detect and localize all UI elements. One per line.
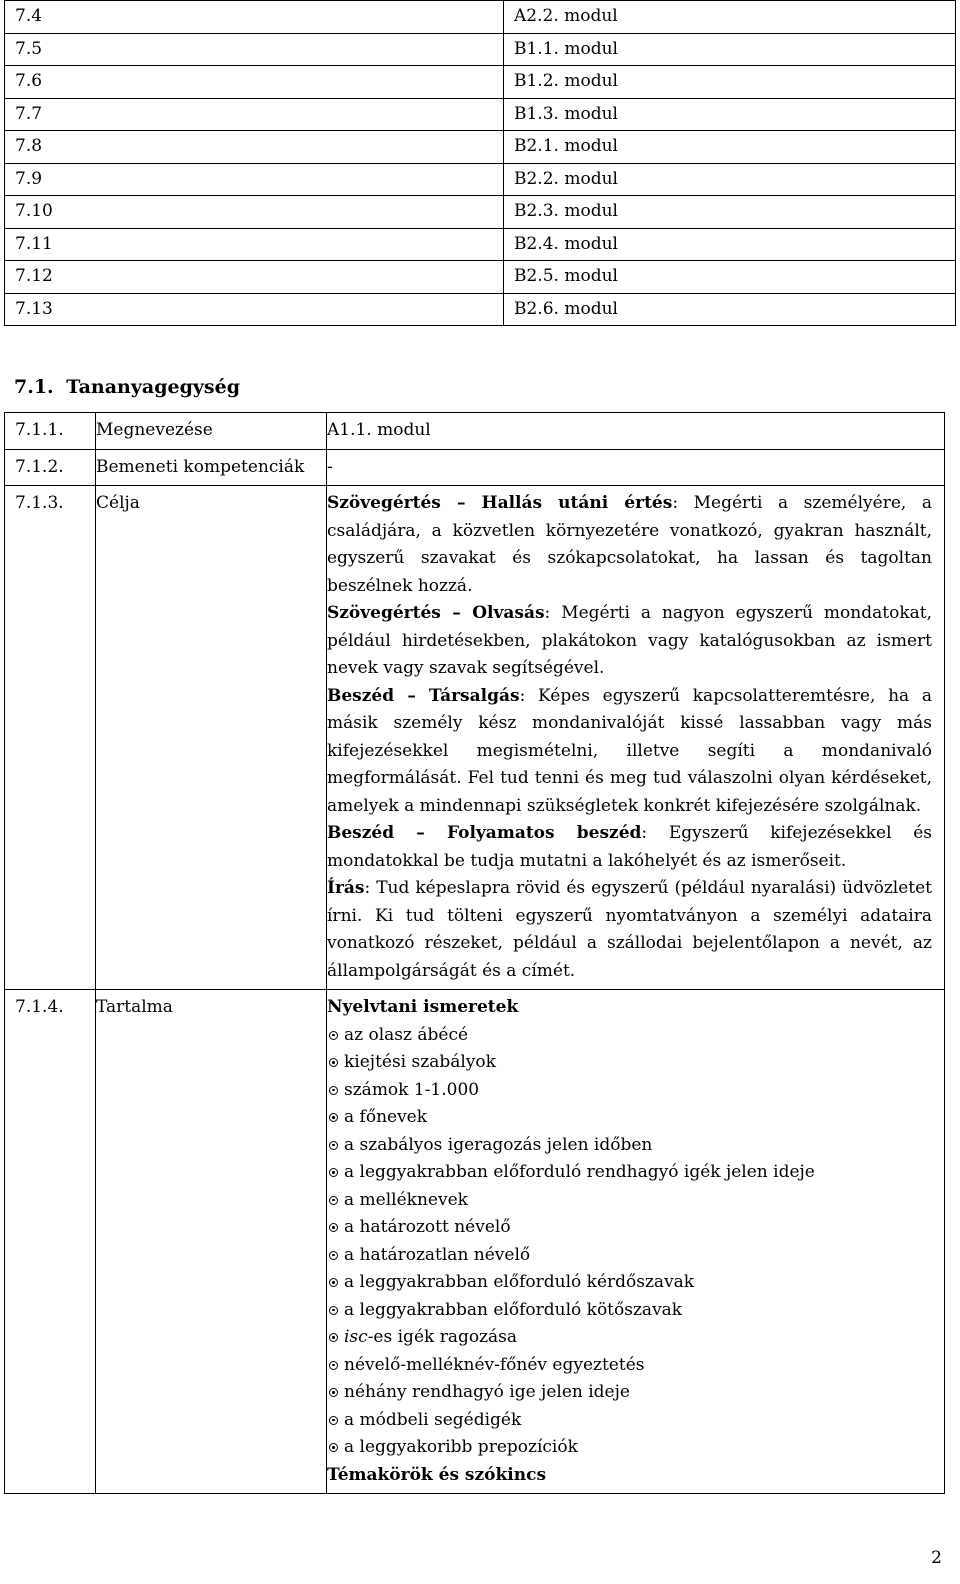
list-item: névelő-melléknév-főnév egyeztetés: [327, 1352, 932, 1380]
list-item: a határozott névelő: [327, 1214, 932, 1242]
row-module: A2.2. modul: [504, 1, 956, 34]
bullet-icon: [329, 1443, 338, 1452]
row-number: 7.8: [5, 131, 504, 164]
table-row: [5, 131, 956, 164]
list-item: kiejtési szabályok: [327, 1049, 932, 1077]
list-item: a főnevek: [327, 1104, 932, 1132]
skill-description: : Megérti a személyére, a családjára, a közvetlen környezetére vonatkozó, gyakran használt, egyszerű szavakat és szókapcsolatokat, ha lassan és tagoltan beszélnek hozzá.: [327, 493, 932, 596]
row-label: Tartalma: [96, 990, 327, 1494]
row-module: B2.2. modul: [504, 163, 956, 196]
row-number: 7.7: [5, 98, 504, 131]
table-row: [5, 66, 956, 99]
row-label: Megnevezése: [96, 413, 327, 450]
row-label: Bemeneti kompetenciák: [96, 449, 327, 486]
list-item: néhány rendhagyó ige jelen ideje: [327, 1379, 932, 1407]
list-item: a szabályos igeragozás jelen időben: [327, 1132, 932, 1160]
section-heading: [14, 376, 240, 398]
row-label: Célja: [96, 486, 327, 990]
skill-label: Beszéd – Társalgás: [327, 685, 520, 706]
section-title: Tananyagegység: [66, 376, 240, 398]
row-module: B1.2. modul: [504, 66, 956, 99]
skill-description: : Tud képeslapra rövid és egyszerű (például nyaralási) üdvözletet írni. Ki tud tölteni egyszerű nyomtatványon a személyi adataira vonatkozó részeket, például a szállodai bejelentőlapon a nevét, az állampolgárságát és a címét.: [327, 878, 932, 981]
bullet-icon: [329, 1388, 338, 1397]
table-row: [5, 413, 945, 450]
row-module: B2.1. modul: [504, 131, 956, 164]
row-number: 7.4: [5, 1, 504, 34]
skill-description: : Képes egyszerű kapcsolatteremtésre, ha a másik személy kész mondanivalóját kissé lassabban vagy más kifejezésekkel megismételni, illetve segíti a mondanivaló megformálását. Fel tud tenni és meg tud válaszolni olyan kérdéseket, amelyek a mindennapi szükségletek konkrét kifejezésére szolgálnak.: [327, 685, 932, 816]
table-row: [5, 33, 956, 66]
row-number: 7.6: [5, 66, 504, 99]
row-number: 7.13: [5, 293, 504, 326]
list-item: isc-es igék ragozása: [327, 1324, 932, 1352]
table-row: [5, 261, 956, 294]
skill-label: Szövegértés – Olvasás: [327, 603, 545, 623]
table-row: [5, 98, 956, 131]
skill-label: Írás: [327, 878, 365, 898]
bullet-icon: [329, 1058, 338, 1067]
bullet-icon: [329, 1278, 338, 1287]
row-number: 7.11: [5, 228, 504, 261]
table-row: [5, 449, 945, 486]
content-cell: [327, 990, 945, 1494]
list-item: a módbeli segédigék: [327, 1407, 932, 1435]
list-item: a határozatlan névelő: [327, 1242, 932, 1270]
table-row: [5, 196, 956, 229]
row-module: B1.3. modul: [504, 98, 956, 131]
bullet-icon: [329, 1251, 338, 1260]
list-item: a leggyakrabban előforduló rendhagyó igék jelen ideje: [327, 1159, 932, 1187]
list-item: a melléknevek: [327, 1187, 932, 1215]
list-item: a leggyakrabban előforduló kérdőszavak: [327, 1269, 932, 1297]
row-module: B2.5. modul: [504, 261, 956, 294]
topics-heading: Témakörök és szókincs: [327, 1464, 547, 1485]
bullet-icon: [329, 1196, 338, 1205]
page-number: 2: [931, 1548, 942, 1568]
list-item: a leggyakrabban előforduló kötőszavak: [327, 1297, 932, 1325]
goal-paragraph: [327, 490, 932, 600]
bullet-icon: [329, 1361, 338, 1370]
row-number: 7.1.2.: [5, 449, 96, 486]
row-value: -: [327, 449, 945, 486]
bullet-icon: [329, 1141, 338, 1150]
bullet-icon: [329, 1113, 338, 1122]
bullet-icon: [329, 1086, 338, 1095]
list-item: számok 1-1.000: [327, 1077, 932, 1105]
skill-description: : Egyszerű kifejezésekkel és mondatokkal be tudja mutatni a lakóhelyét és az ismerőseit.: [327, 823, 933, 871]
skill-label: Beszéd – Folyamatos beszéd: [327, 823, 642, 843]
unit-detail-table: [4, 412, 945, 1494]
row-value: A1.1. modul: [327, 413, 945, 450]
goal-paragraph: [327, 820, 932, 875]
table-row: [5, 163, 956, 196]
goal-paragraph: [327, 683, 932, 821]
row-number: 7.9: [5, 163, 504, 196]
table-row: [5, 1, 956, 34]
module-index-table: [4, 0, 956, 326]
bullet-icon: [329, 1031, 338, 1040]
row-module: B2.6. modul: [504, 293, 956, 326]
row-module: B2.4. modul: [504, 228, 956, 261]
row-number: 7.1.4.: [5, 990, 96, 1494]
table-row: [5, 293, 956, 326]
bullet-icon: [329, 1416, 338, 1425]
goal-paragraph: [327, 875, 932, 985]
row-number: 7.1.3.: [5, 486, 96, 990]
table-row: [5, 486, 945, 990]
skill-label: Szövegértés – Hallás utáni értés: [327, 493, 673, 513]
grammar-list: [327, 1022, 932, 1462]
list-item: a leggyakoribb prepozíciók: [327, 1434, 932, 1462]
bullet-icon: [329, 1168, 338, 1177]
row-number: 7.10: [5, 196, 504, 229]
row-number: 7.12: [5, 261, 504, 294]
row-number: 7.1.1.: [5, 413, 96, 450]
isc-prefix: isc: [344, 1327, 368, 1347]
list-item: az olasz ábécé: [327, 1022, 932, 1050]
bullet-icon: [329, 1223, 338, 1232]
bullet-icon: [329, 1306, 338, 1315]
row-module: B1.1. modul: [504, 33, 956, 66]
goal-paragraph: [327, 600, 932, 683]
bullet-icon: [329, 1333, 338, 1342]
row-module: B2.3. modul: [504, 196, 956, 229]
row-number: 7.5: [5, 33, 504, 66]
goal-cell: [327, 486, 945, 990]
grammar-heading: Nyelvtani ismeretek: [327, 997, 519, 1017]
table-row: [5, 990, 945, 1494]
table-row: [5, 228, 956, 261]
section-number: 7.1.: [14, 376, 54, 398]
skill-description: : Megérti a nagyon egyszerű mondatokat, például hirdetésekben, plakátokon vagy katalógusokban az ismert nevek vagy szavak segítségével.: [327, 603, 932, 678]
